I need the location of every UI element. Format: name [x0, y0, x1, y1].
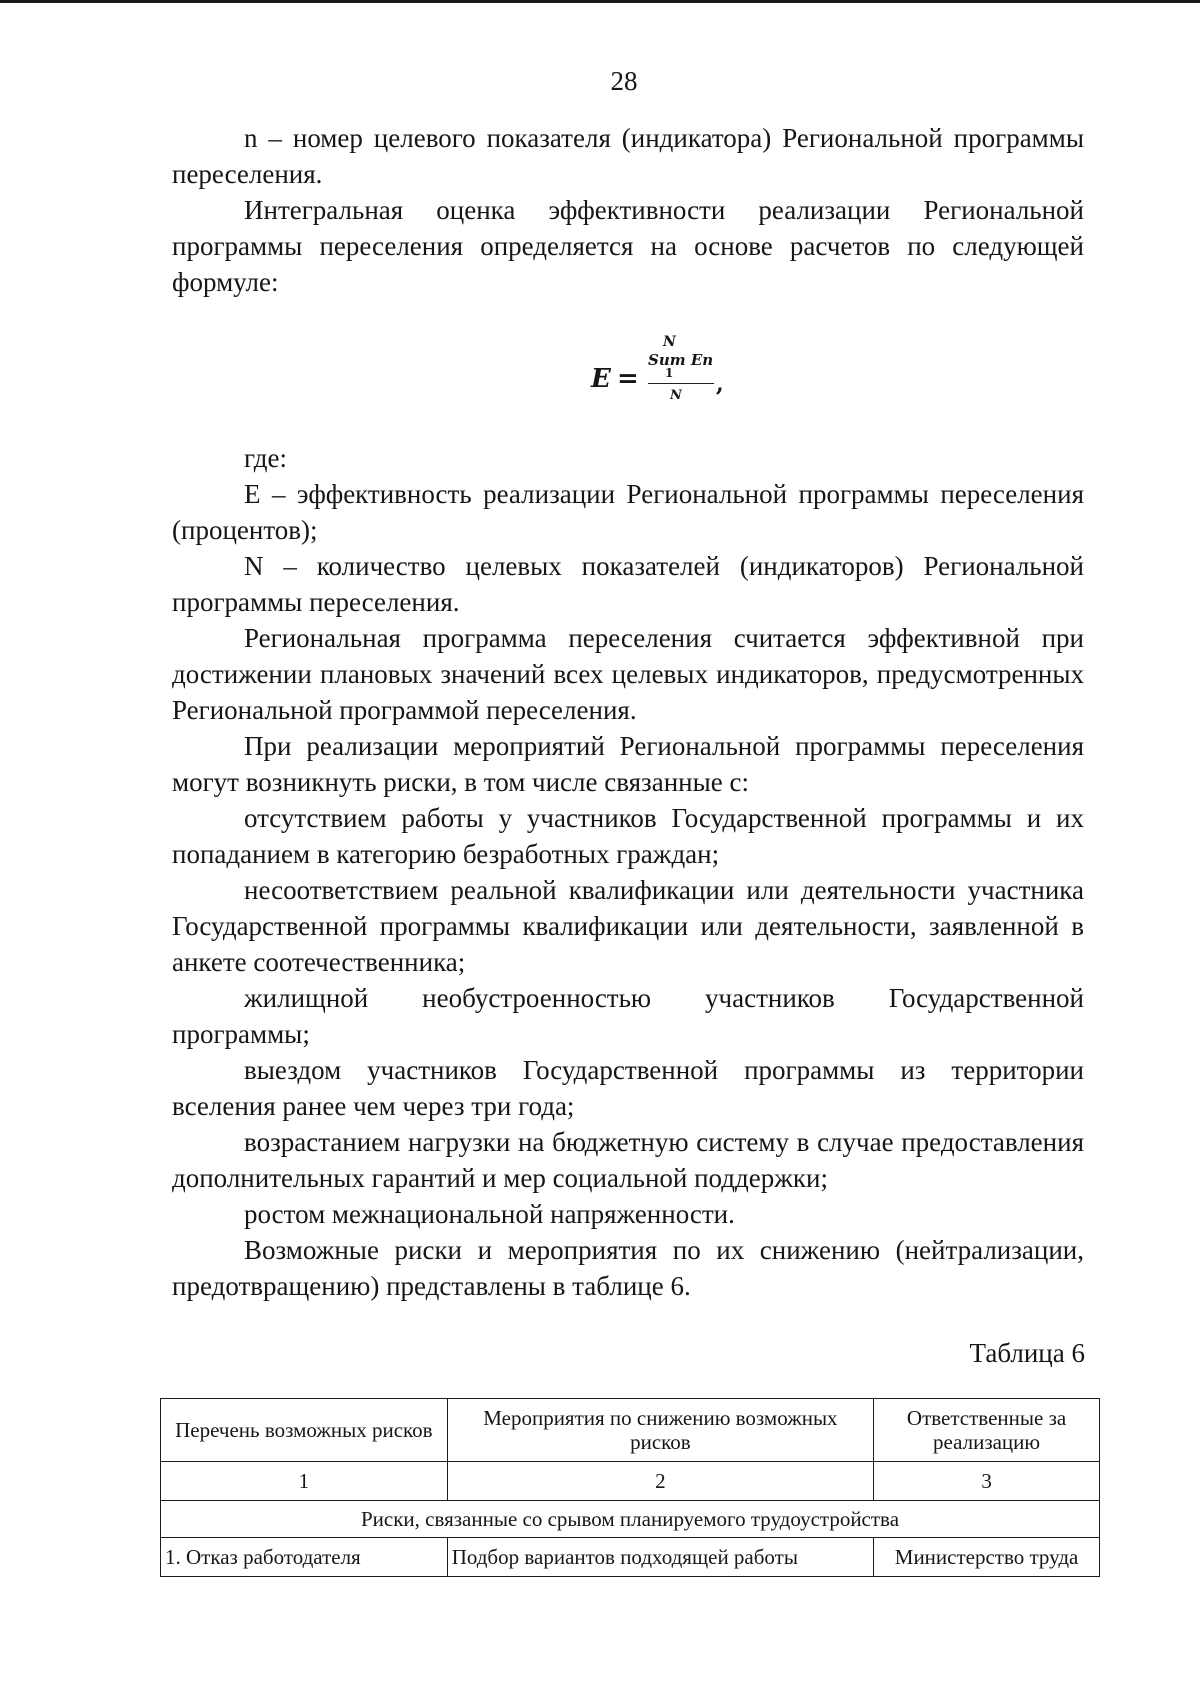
paragraph: где: [244, 443, 287, 473]
formula-lhs: E [591, 364, 611, 394]
text-block-main [172, 440, 1084, 1304]
column-number-cell: 1 [161, 1462, 448, 1501]
table-row [161, 1538, 1100, 1577]
column-number-cell: 3 [874, 1462, 1100, 1501]
table-cell: Министерство труда [874, 1538, 1100, 1577]
paragraph: выездом участников Государственной программы из территории вселения ранее чем через три года; [172, 1055, 1084, 1121]
text-block-top [172, 120, 1084, 192]
table-caption: Таблица 6 [969, 1338, 1085, 1368]
section-title-cell: Риски, связанные со срывом планируемого трудоустройства [161, 1501, 1100, 1538]
table-column-number-row [161, 1462, 1100, 1501]
text-block-intro [172, 192, 1084, 300]
table-cell: 1. Отказ работодателя [161, 1538, 448, 1577]
table-cell: Подбор вариантов подходящей работы [447, 1538, 873, 1577]
paragraph: жилищной необустроенностью участников Государственной программы; [172, 983, 1084, 1049]
efficiency-formula [588, 334, 748, 408]
paragraph: E – эффективность реализации Региональной программы переселения (процентов); [172, 479, 1084, 545]
risks-table [160, 1398, 1100, 1577]
paragraph: Возможные риски и мероприятия по их снижению (нейтрализации, предотвращению) представлены в таблице 6. [172, 1235, 1084, 1301]
paragraph: возрастанием нагрузки на бюджетную систему в случае предоставления дополнительных гарантий и мер социальной поддержки; [172, 1127, 1084, 1193]
paragraph: несоответствием реальной квалификации или деятельности участника Государственной программы квалификации или деятельности, заявленной в анкете соотечественника; [172, 875, 1084, 977]
paragraph: Интегральная оценка эффективности реализации Региональной программы переселения определяется на основе расчетов по следующей формуле: [172, 195, 1084, 297]
formula-comma: , [716, 371, 724, 397]
paragraph: ростом межнациональной напряженности. [244, 1199, 735, 1229]
paragraph: Региональная программа переселения считается эффективной при достижении плановых значений всех целевых индикаторов, предусмотренных Региональной программой переселения. [172, 623, 1084, 725]
table-header-cell: Перечень возможных рисков [161, 1399, 448, 1462]
table-header-cell: Мероприятия по снижению возможных рисков [447, 1399, 873, 1462]
page-top-edge [0, 0, 1200, 3]
formula-denominator: N [670, 388, 682, 403]
column-number-cell: 2 [447, 1462, 873, 1501]
formula-sum: Sum En [648, 351, 714, 369]
paragraph: n – номер целевого показателя (индикатора) Региональной программы переселения. [172, 123, 1084, 189]
paragraph: При реализации мероприятий Региональной программы переселения могут возникнуть риски, в том числе связанные с: [172, 731, 1084, 797]
paragraph: N – количество целевых показателей (индикаторов) Региональной программы переселения. [172, 551, 1084, 617]
formula-equals: = [617, 364, 639, 394]
page-number: 28 [610, 66, 638, 96]
table-header-cell: Ответственные за реализацию [874, 1399, 1100, 1462]
paragraph: отсутствием работы у участников Государственной программы и их попаданием в категорию безработных граждан; [172, 803, 1084, 869]
fraction-bar [648, 383, 714, 384]
formula-lower-limit: 1 [665, 366, 674, 380]
table-section-row [161, 1501, 1100, 1538]
formula-upper-limit: N [663, 334, 676, 350]
table-header-row [161, 1399, 1100, 1462]
